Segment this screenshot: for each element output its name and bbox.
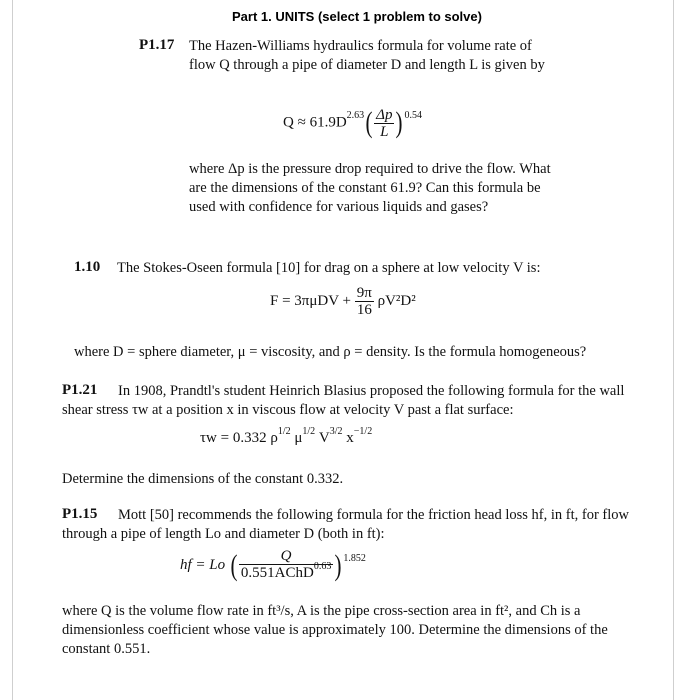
problem-intro-p115: Mott [50] recommends the following formula for the friction head loss hf, in ft, for flow through a pipe of length Lo and diameter D (both in ft): xyxy=(62,507,630,542)
eq-lhs: Q ≈ 61.9D xyxy=(283,114,347,131)
problem-body-p121: Determine the dimensions of the constant 0.332. xyxy=(62,471,344,487)
equation-stokes-oseen xyxy=(270,285,416,318)
page-header: Part 1. UNITS (select 1 problem to solve) xyxy=(232,9,482,24)
problem-intro-110: The Stokes-Oseen formula [10] for drag on a sphere at low velocity V is: xyxy=(117,260,541,276)
eq-den-text: 0.551AChD xyxy=(240,565,314,581)
problem-intro-p121: In 1908, Prandtl's student Heinrich Blasius proposed the following formula for the wall shear stress τw at a position x in viscous flow at velocity V past a flat surface: xyxy=(62,383,625,418)
eq-v: V xyxy=(315,430,330,446)
equation-blasius xyxy=(200,426,373,447)
eq-lhs: τw = 0.332 ρ xyxy=(200,430,278,446)
eq-exp-rho: 1/2 xyxy=(277,426,291,437)
problem-body-110: where D = sphere diameter, μ = viscosity, and ρ = density. Is the formula homogeneous? xyxy=(74,344,587,360)
eq-lhs: F = 3πμDV + xyxy=(270,292,352,309)
eq-lhs: hf = Lo xyxy=(180,556,226,573)
eq-den: L xyxy=(380,123,389,140)
equation-hazen-williams: $Q \approx 61.9D^{2.63}$( $\frac{\Delta p}{L}$ ) $^{0.54}$ xyxy=(283,106,422,140)
eq-mu: μ xyxy=(290,430,303,446)
eq-exp-d: 2.63 xyxy=(346,110,365,122)
problem-body-p117: where Δp is the pressure drop required to drive the flow. What are the dimensions of the constant 61.9? Can this formula be used with confidence for various liquids and gases? xyxy=(189,161,551,215)
eq-fraction xyxy=(355,285,374,318)
eq-exp-v: 3/2 xyxy=(329,426,343,437)
eq-x: x xyxy=(342,430,354,446)
eq-fraction xyxy=(239,548,333,583)
page-border-right xyxy=(673,0,674,700)
problem-label-p117: P1.17 xyxy=(139,37,175,53)
eq-num: Q xyxy=(239,548,333,565)
eq-fraction xyxy=(374,107,394,140)
eq-num: 9π xyxy=(356,285,372,301)
eq-rhs: ρV²D² xyxy=(377,292,416,309)
problem-label-p115: P1.15 xyxy=(62,506,98,522)
eq-den xyxy=(239,561,333,583)
equation-mott: hf = Lo ( $\frac{Q}{0.551AChD^{0.63}}$ ) $^{1.852}$ xyxy=(180,548,366,582)
eq-exp-x: −1/2 xyxy=(353,426,373,437)
page-border-left xyxy=(12,0,13,700)
eq-den-exp: 0.63 xyxy=(313,561,332,572)
problem-label-p121: P1.21 xyxy=(62,382,98,398)
eq-exp-outer: 0.54 xyxy=(404,110,422,122)
problem-label-110: 1.10 xyxy=(74,259,101,275)
eq-den: 16 xyxy=(356,302,372,318)
problem-intro-p117: The Hazen-Williams hydraulics formula for volume rate of flow Q through a pipe of diameter D and length L is given by xyxy=(189,38,545,73)
eq-exp-mu: 1/2 xyxy=(302,426,316,437)
problem-body-p115: where Q is the volume flow rate in ft³/s, A is the pipe cross-section area in ft², and Ch is a dimensionless coefficient whose value is approximately 100. Determine the dimensions of the constant 0.551. xyxy=(62,603,608,657)
eq-num: Δp xyxy=(376,106,393,123)
eq-exp-outer: 1.852 xyxy=(343,552,366,564)
